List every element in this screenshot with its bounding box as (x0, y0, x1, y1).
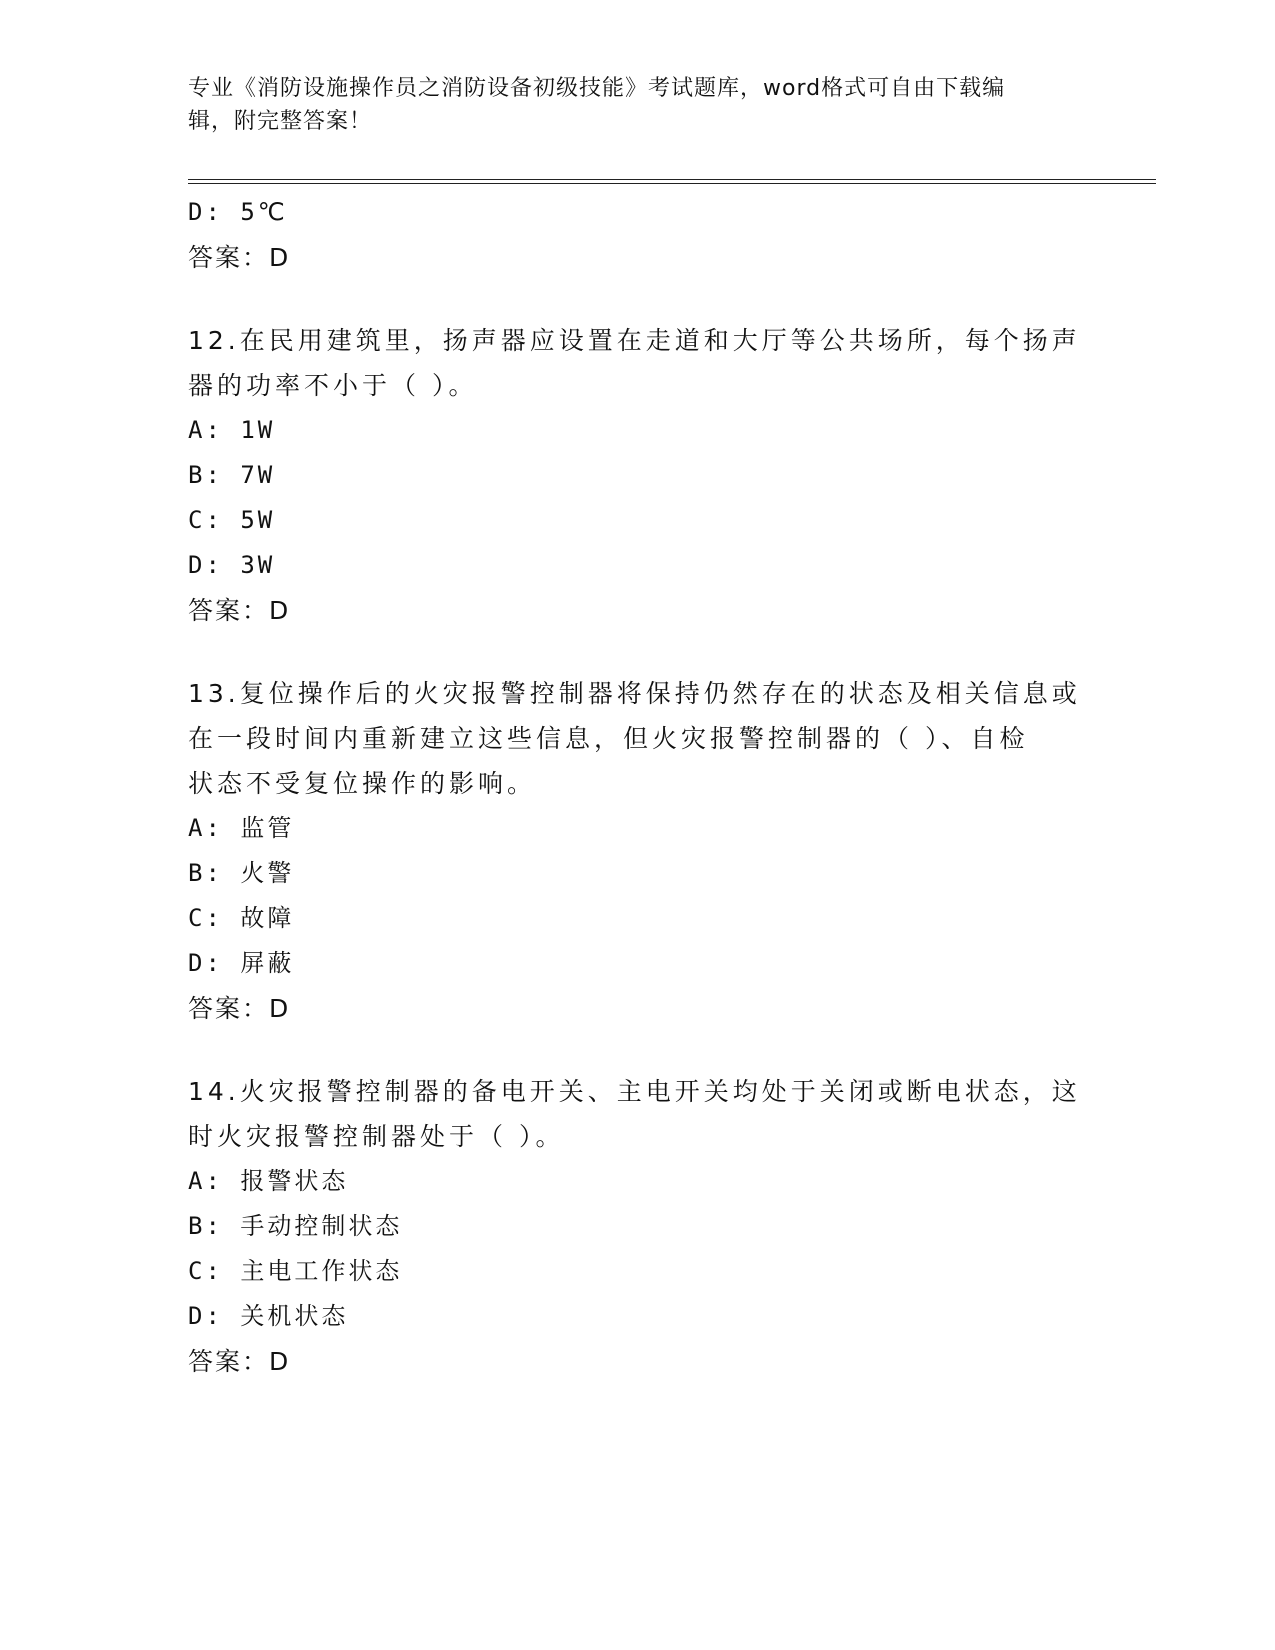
option-c: C: 故障 (188, 904, 295, 932)
option-a: A: 报警状态 (188, 1167, 349, 1195)
header-line-1: 专业《消防设施操作员之消防设备初级技能》考试题库，word格式可自由下载编 (188, 76, 1006, 101)
option-a: A: 1W (188, 416, 276, 444)
header-divider-bottom (188, 183, 1156, 184)
question-text-line: 在一段时间内重新建立这些信息，但火灾报警控制器的（ ）、自检 (188, 724, 1029, 753)
question-14 (188, 1069, 1088, 1384)
option-b: B: 火警 (188, 859, 295, 887)
option-d: D: 3W (188, 551, 276, 579)
question-text-line: 14.火灾报警控制器的备电开关、主电开关均处于关闭或断电状态，这 (188, 1077, 1081, 1106)
answer-line: 答案：D (188, 1347, 291, 1376)
question-text-line: 13.复位操作后的火灾报警控制器将保持仍然存在的状态及相关信息或 (188, 679, 1081, 708)
option-c: C: 主电工作状态 (188, 1257, 403, 1285)
option-c: C: 5W (188, 506, 276, 534)
option-d: D: 5℃ (188, 198, 288, 226)
option-d: D: 关机状态 (188, 1302, 349, 1330)
answer-line: 答案：D (188, 243, 291, 272)
option-b: B: 手动控制状态 (188, 1212, 403, 1240)
question-text-line: 器的功率不小于（ ）。 (188, 371, 478, 400)
answer-line: 答案：D (188, 994, 291, 1023)
previous-question-tail (188, 190, 1088, 280)
document-body (188, 190, 1088, 1384)
answer-line: 答案：D (188, 596, 291, 625)
page-header (188, 72, 1088, 138)
header-divider-top (188, 179, 1156, 180)
question-text-line: 时火灾报警控制器处于（ ）。 (188, 1122, 565, 1151)
question-text-line: 12.在民用建筑里，扬声器应设置在走道和大厅等公共场所，每个扬声 (188, 326, 1081, 355)
option-a: A: 监管 (188, 814, 295, 842)
option-d: D: 屏蔽 (188, 949, 295, 977)
header-line-2: 辑，附完整答案！ (188, 109, 373, 134)
question-13 (188, 671, 1088, 1031)
question-text-line: 状态不受复位操作的影响。 (188, 769, 537, 798)
option-b: B: 7W (188, 461, 276, 489)
question-12 (188, 318, 1088, 633)
